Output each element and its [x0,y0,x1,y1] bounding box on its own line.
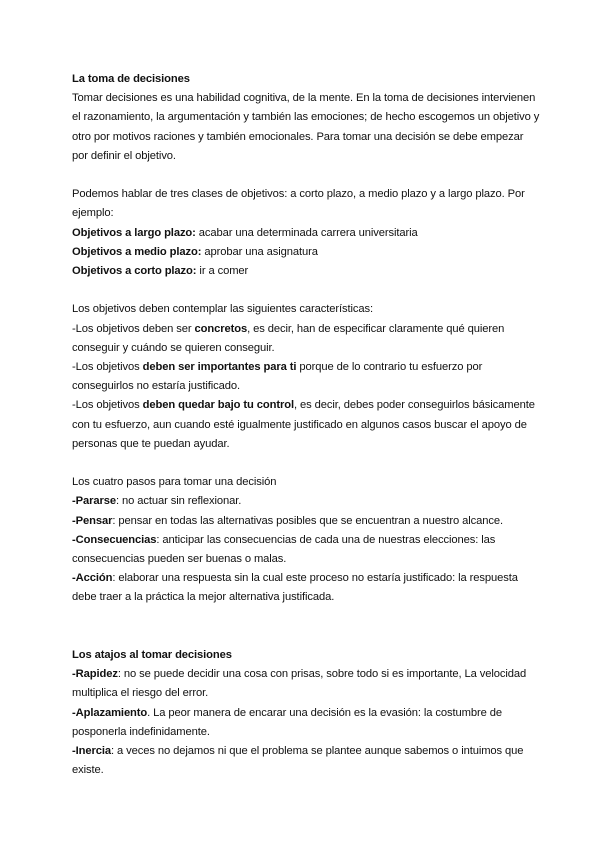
step-think: -Pensar: pensar en todas las alternativas posibles que se encuentran a nuestro alcance. [72,514,503,527]
section-title-decisions: La toma de decisiones [72,73,190,85]
intro-paragraph: Tomar decisiones es una habilidad cognitiva, de la mente. En la toma de decisiones intervienen el razonamiento, la argumentación y también las emociones; de hecho escogemos un objetivo y otro por motivos raciones y también emocionales. Para tomar una decisión se debe empezar por definir el objetivo. [72,92,540,162]
section-title-shortcuts: Los atajos al tomar decisiones [72,649,232,662]
objective-short-term: Objetivos a corto plazo: ir a comer [72,265,249,278]
characteristic-important: -Los objetivos deben ser importantes para ti porque de lo contrario tu esfuerzo por conseguirlos no estaría justificado. [72,361,483,393]
step-consequences: -Consecuencias: anticipar las consecuencias de cada una de nuestras elecciones: las consecuencias pueden ser buenas o malas. [72,533,496,566]
step-stop: -Pararse: no actuar sin reflexionar. [72,495,242,508]
document-page [72,70,542,780]
shortcut-inertia: -Inercia: a veces no dejamos ni que el problema se plantee aunque sabemos o intuimos que existe. [72,745,524,777]
objective-long-term: Objetivos a largo plazo: acabar una determinada carrera universitaria [72,226,418,239]
shortcut-postponement: -Aplazamiento. La peor manera de encarar una decisión es la evasión: la costumbre de posponerla indefinidamente. [72,706,503,738]
objective-medium-term: Objetivos a medio plazo: aprobar una asignatura [72,245,318,258]
shortcut-speed: -Rapidez: no se puede decidir una cosa con prisas, sobre todo si es importante, La velocidad multiplica el riesgo del error. [72,668,527,700]
objectives-intro: Podemos hablar de tres clases de objetivos: a corto plazo, a medio plazo y a largo plazo. Por ejemplo: [72,188,525,220]
characteristic-control: -Los objetivos deben quedar bajo tu control, es decir, debes poder conseguirlos básicamente con tu esfuerzo, aun cuando esté igualmente justificado en algunos casos buscar el apoyo de personas que te puedan ayudar. [72,399,535,450]
step-action: -Acción: elaborar una respuesta sin la cual este proceso no estaría justificado: la respuesta debe traer a la práctica la mejor alternativa justificada. [72,572,518,604]
steps-intro: Los cuatro pasos para tomar una decisión [72,476,277,489]
characteristics-intro: Los objetivos deben contemplar las siguientes características: [72,303,373,316]
characteristic-concrete: -Los objetivos deben ser concretos, es decir, han de especificar claramente qué quieren conseguir y cuándo se quieren conseguir. [72,322,505,354]
